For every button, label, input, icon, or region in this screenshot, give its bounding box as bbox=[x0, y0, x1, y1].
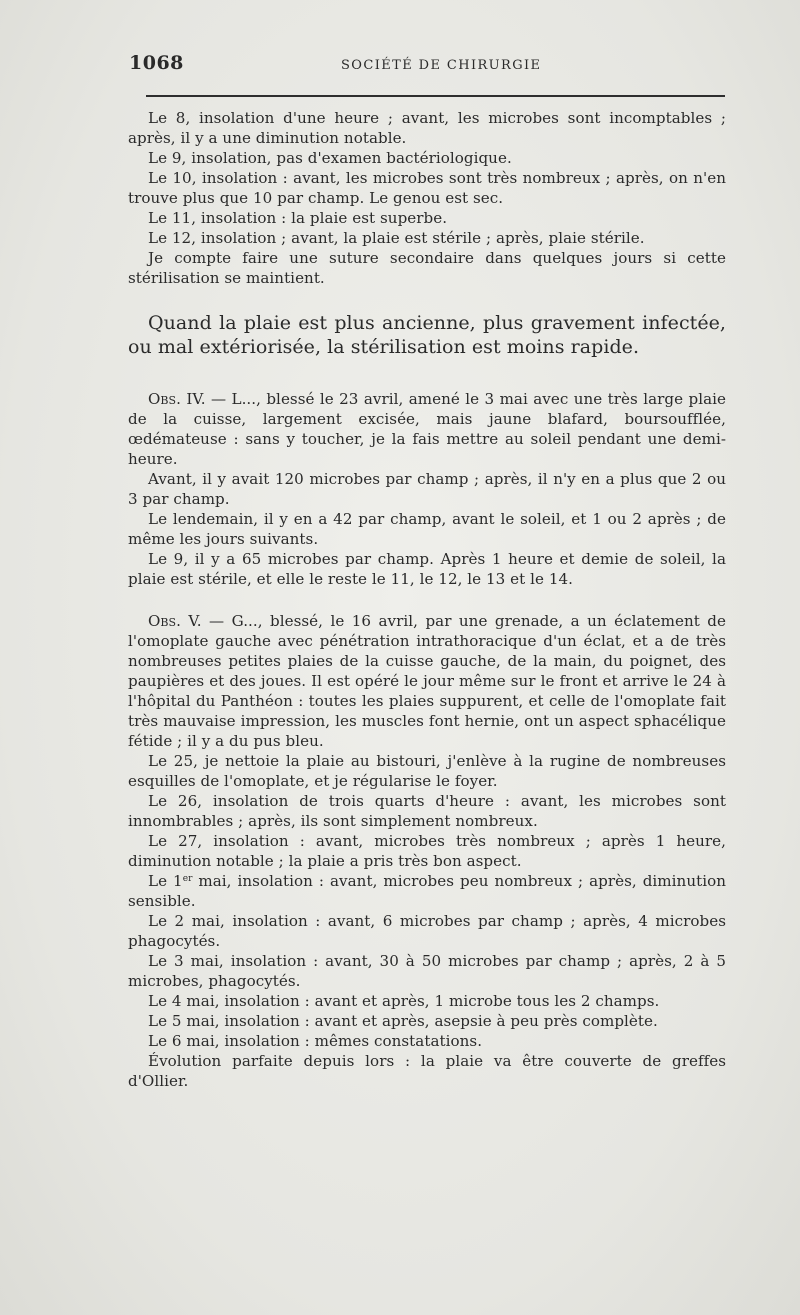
paragraph: Le 27, insolation : avant, microbes très nombreux ; après 1 heure, diminution notable ; la plaie a pris très bon aspect. bbox=[128, 832, 726, 870]
paragraph: Le 11, insolation : la plaie est superbe. bbox=[148, 209, 448, 227]
paragraph-may-1 bbox=[128, 871, 726, 911]
paragraph: Le 9, il y a 65 microbes par champ. Après 1 heure et demie de soleil, la plaie est stérile, et elle le reste le 11, le 12, le 13 et le 14. bbox=[128, 550, 726, 588]
observation-label: Obs. V. bbox=[148, 612, 202, 630]
text-fragment: mai, insolation : avant, microbes peu nombreux ; après, diminution sensible. bbox=[128, 872, 726, 910]
paragraph: Le lendemain, il y en a 42 par champ, avant le soleil, et 1 ou 2 après ; de même les jours suivants. bbox=[128, 510, 726, 548]
paragraph: Le 4 mai, insolation : avant et après, 1 microbe tous les 2 champs. bbox=[148, 992, 660, 1010]
observation-text: — G..., blessé, le 16 avril, par une grenade, a un éclatement de l'omoplate gauche avec pénétration intrathoracique d'un éclat, et a de très nombreuses petites plaies de la cuisse gauche, de la main, du poignet, des paupières et des joues. Il est opéré le jour même sur le front et arrive le 24 à l'hôpital du Panthéon : toutes les plaies suppurent, et celle de l'omoplate fait très mauvaise impression, les muscles font hernie, ont un aspect sphacélique fétide ; il y a du pus bleu. bbox=[128, 612, 726, 750]
observation-label: Obs. IV. bbox=[148, 390, 206, 408]
running-title: SOCIÉTÉ DE CHIRURGIE bbox=[341, 58, 542, 73]
page-header bbox=[129, 52, 727, 78]
paragraph: Le 10, insolation : avant, les microbes sont très nombreux ; après, on n'en trouve plus que 10 par champ. Le genou est sec. bbox=[128, 169, 726, 207]
paragraph: Je compte faire une suture secondaire dans quelques jours si cette stérilisation se maintient. bbox=[128, 249, 726, 287]
text-fragment: Le 1 bbox=[148, 872, 183, 890]
page-number: 1068 bbox=[129, 52, 184, 74]
lead-paragraph: Quand la plaie est plus ancienne, plus gravement infectée, ou mal extériorisée, la stérilisation est moins rapide. bbox=[128, 312, 726, 358]
paragraph: Évolution parfaite depuis lors : la plaie va être couverte de greffes d'Ollier. bbox=[128, 1052, 726, 1090]
paragraph: Le 3 mai, insolation : avant, 30 à 50 microbes par champ ; après, 2 à 5 microbes, phagocytés. bbox=[128, 952, 726, 990]
observation-5-intro bbox=[128, 611, 726, 751]
paragraph: Le 9, insolation, pas d'examen bactériologique. bbox=[148, 149, 512, 167]
superscript: er bbox=[182, 874, 193, 884]
paragraph: Le 2 mai, insolation : avant, 6 microbes par champ ; après, 4 microbes phagocytés. bbox=[128, 912, 726, 950]
header-rule bbox=[146, 95, 725, 97]
observation-text: — L..., blessé le 23 avril, amené le 3 mai avec une très large plaie de la cuisse, largement excisée, mais jaune blafard, boursoufflée, œdémateuse : sans y toucher, je la fais mettre au soleil pendant une demi-heure. bbox=[128, 390, 726, 468]
paragraph: Le 12, insolation ; avant, la plaie est stérile ; après, plaie stérile. bbox=[148, 229, 645, 247]
observation-4-intro bbox=[128, 389, 726, 469]
paragraph: Le 5 mai, insolation : avant et après, asepsie à peu près complète. bbox=[148, 1012, 658, 1030]
paragraph: Le 26, insolation de trois quarts d'heure : avant, les microbes sont innombrables ; après, ils sont simplement nombreux. bbox=[128, 792, 726, 830]
paragraph: Le 25, je nettoie la plaie au bistouri, j'enlève à la rugine de nombreuses esquilles de l'omoplate, et je régularise le foyer. bbox=[128, 752, 726, 790]
paragraph: Avant, il y avait 120 microbes par champ ; après, il n'y en a plus que 2 ou 3 par champ. bbox=[128, 470, 726, 508]
paragraph: Le 8, insolation d'une heure ; avant, les microbes sont incomptables ; après, il y a une diminution notable. bbox=[128, 109, 726, 147]
paragraph: Le 6 mai, insolation : mêmes constatations. bbox=[148, 1032, 483, 1050]
body-text bbox=[128, 108, 726, 1091]
